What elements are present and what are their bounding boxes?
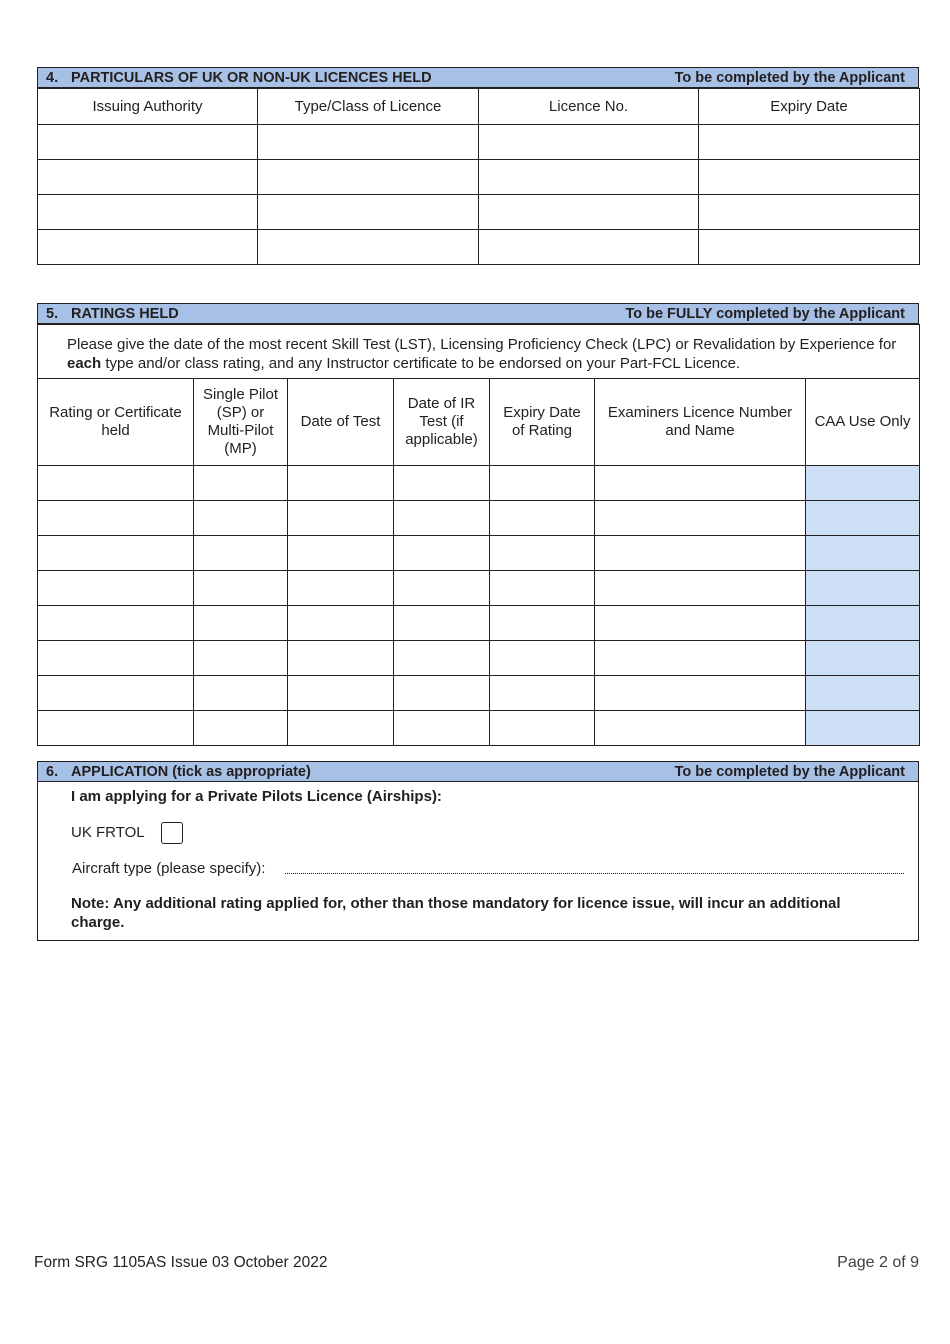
licence-input-cell[interactable]: [479, 125, 699, 160]
licence-input-cell[interactable]: [699, 125, 920, 160]
rating-input-cell[interactable]: [38, 536, 194, 571]
rating-input-cell[interactable]: [595, 606, 806, 641]
rating-input-cell[interactable]: [38, 606, 194, 641]
licence-input-cell[interactable]: [699, 230, 920, 265]
rating-input-cell[interactable]: [288, 606, 394, 641]
caa-use-only-cell: [806, 676, 920, 711]
section-title: APPLICATION (tick as appropriate): [71, 763, 311, 780]
rating-input-cell[interactable]: [595, 466, 806, 501]
rating-input-cell[interactable]: [288, 711, 394, 746]
applying-statement: I am applying for a Private Pilots Licence (Airships):: [71, 788, 442, 805]
section-header: [37, 761, 919, 782]
rating-row: [38, 711, 920, 746]
rating-input-cell[interactable]: [490, 606, 595, 641]
rating-input-cell[interactable]: [595, 571, 806, 606]
section-number: 4.: [46, 69, 59, 86]
section-number: 6.: [46, 763, 59, 780]
licence-row: [38, 230, 920, 265]
rating-input-cell[interactable]: [288, 536, 394, 571]
column-header: Single Pilot (SP) or Multi-Pilot (MP): [194, 379, 288, 466]
licence-input-cell[interactable]: [479, 160, 699, 195]
licence-row: [38, 125, 920, 160]
ratings-table: [37, 324, 920, 746]
rating-input-cell[interactable]: [595, 676, 806, 711]
column-header: Issuing Authority: [38, 89, 258, 125]
application-body: [37, 782, 919, 941]
rating-input-cell[interactable]: [490, 571, 595, 606]
licence-row: [38, 195, 920, 230]
rating-input-cell[interactable]: [394, 711, 490, 746]
caa-use-only-cell: [806, 536, 920, 571]
rating-input-cell[interactable]: [595, 711, 806, 746]
rating-input-cell[interactable]: [194, 571, 288, 606]
rating-input-cell[interactable]: [38, 641, 194, 676]
licence-input-cell[interactable]: [258, 160, 479, 195]
rating-row: [38, 676, 920, 711]
column-header: Expiry Date of Rating: [490, 379, 595, 466]
section-note: To be completed by the Applicant: [674, 763, 905, 780]
licence-input-cell[interactable]: [258, 125, 479, 160]
rating-input-cell[interactable]: [38, 711, 194, 746]
section-ratings-held: [37, 303, 919, 746]
aircraft-type-field[interactable]: [285, 861, 904, 874]
rating-row: [38, 501, 920, 536]
caa-use-only-cell: [806, 466, 920, 501]
rating-row: [38, 536, 920, 571]
rating-input-cell[interactable]: [38, 466, 194, 501]
additional-charge-note: Note: Any additional rating applied for, other than those mandatory for licence issue, will incur an additional charge.: [71, 895, 841, 931]
column-header: Date of IR Test (if applicable): [394, 379, 490, 466]
rating-input-cell[interactable]: [38, 571, 194, 606]
licence-input-cell[interactable]: [38, 160, 258, 195]
licences-table: [37, 88, 920, 265]
rating-input-cell[interactable]: [288, 501, 394, 536]
rating-input-cell[interactable]: [38, 676, 194, 711]
rating-input-cell[interactable]: [194, 536, 288, 571]
rating-input-cell[interactable]: [394, 536, 490, 571]
rating-input-cell[interactable]: [394, 641, 490, 676]
section-number: 5.: [46, 305, 59, 322]
rating-input-cell[interactable]: [595, 501, 806, 536]
rating-input-cell[interactable]: [288, 466, 394, 501]
rating-input-cell[interactable]: [288, 676, 394, 711]
rating-row: [38, 571, 920, 606]
section-title: PARTICULARS OF UK OR NON-UK LICENCES HELD: [71, 69, 432, 86]
licence-input-cell[interactable]: [479, 230, 699, 265]
rating-input-cell[interactable]: [288, 641, 394, 676]
column-header: Date of Test: [288, 379, 394, 466]
section-licences-held: [37, 67, 919, 265]
section-application: [37, 761, 919, 941]
caa-use-only-cell: [806, 641, 920, 676]
rating-input-cell[interactable]: [38, 501, 194, 536]
rating-input-cell[interactable]: [394, 606, 490, 641]
rating-input-cell[interactable]: [595, 536, 806, 571]
section-title: RATINGS HELD: [71, 305, 179, 322]
rating-input-cell[interactable]: [288, 571, 394, 606]
rating-input-cell[interactable]: [490, 711, 595, 746]
rating-input-cell[interactable]: [194, 676, 288, 711]
rating-input-cell[interactable]: [394, 501, 490, 536]
rating-input-cell[interactable]: [194, 711, 288, 746]
uk-frtol-label: UK FRTOL: [71, 824, 145, 841]
licence-input-cell[interactable]: [479, 195, 699, 230]
rating-input-cell[interactable]: [490, 501, 595, 536]
rating-input-cell[interactable]: [490, 466, 595, 501]
licence-input-cell[interactable]: [258, 230, 479, 265]
rating-row: [38, 606, 920, 641]
rating-input-cell[interactable]: [394, 571, 490, 606]
column-header: Expiry Date: [699, 89, 920, 125]
section-note: To be FULLY completed by the Applicant: [625, 305, 905, 322]
licence-row: [38, 160, 920, 195]
licence-input-cell[interactable]: [38, 125, 258, 160]
licence-input-cell[interactable]: [258, 195, 479, 230]
rating-input-cell[interactable]: [394, 676, 490, 711]
uk-frtol-checkbox[interactable]: [161, 822, 183, 844]
rating-input-cell[interactable]: [194, 641, 288, 676]
caa-use-only-cell: [806, 571, 920, 606]
rating-input-cell[interactable]: [490, 641, 595, 676]
rating-input-cell[interactable]: [194, 501, 288, 536]
rating-input-cell[interactable]: [194, 606, 288, 641]
licence-input-cell[interactable]: [699, 160, 920, 195]
column-header: Examiners Licence Number and Name: [595, 379, 806, 466]
licence-input-cell[interactable]: [699, 195, 920, 230]
page-number: Page 2 of 9: [837, 1254, 919, 1271]
form-reference: Form SRG 1105AS Issue 03 October 2022: [34, 1254, 328, 1271]
column-header: Rating or Certificate held: [38, 379, 194, 466]
column-header: CAA Use Only: [806, 379, 920, 466]
column-header: Type/Class of Licence: [258, 89, 479, 125]
caa-use-only-cell: [806, 501, 920, 536]
column-header: Licence No.: [479, 89, 699, 125]
rating-row: [38, 641, 920, 676]
licence-input-cell[interactable]: [38, 195, 258, 230]
rating-row: [38, 466, 920, 501]
aircraft-type-label: Aircraft type (please specify):: [72, 860, 266, 877]
rating-input-cell[interactable]: [194, 466, 288, 501]
section-note: To be completed by the Applicant: [674, 69, 905, 86]
rating-input-cell[interactable]: [595, 641, 806, 676]
section-header: [37, 67, 919, 88]
rating-input-cell[interactable]: [490, 676, 595, 711]
rating-input-cell[interactable]: [490, 536, 595, 571]
licence-input-cell[interactable]: [38, 230, 258, 265]
ratings-instructions: Please give the date of the most recent Skill Test (LST), Licensing Proficiency Check (LPC) or Revalidation by Experience for each type and/or class rating, and any Instructor certificate to be endorsed on your Part-FCL Licence.: [38, 325, 920, 379]
caa-use-only-cell: [806, 711, 920, 746]
rating-input-cell[interactable]: [394, 466, 490, 501]
section-header: [37, 303, 919, 324]
caa-use-only-cell: [806, 606, 920, 641]
